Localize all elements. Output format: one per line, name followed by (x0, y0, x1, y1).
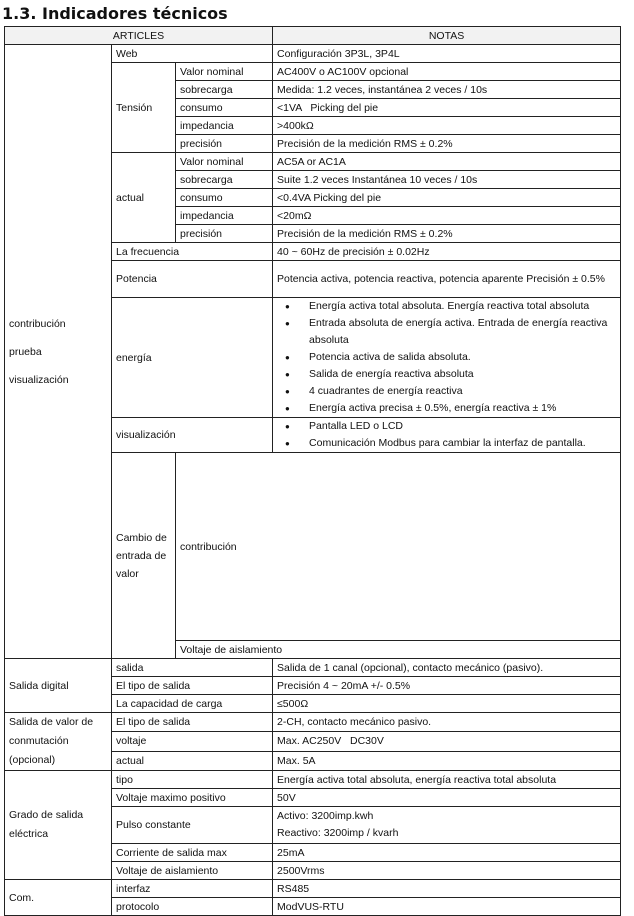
list-item: ● Potencia activa de salida absoluta. (285, 349, 616, 366)
list-item: ● Energía activa total absoluta. Energía reactiva total absoluta (285, 298, 616, 315)
row-label: voltaje (112, 732, 273, 751)
header-articles: ARTICLES (5, 27, 273, 45)
visualizacion-bullet-list (277, 418, 616, 452)
row-label: energía (112, 298, 273, 418)
row-note: AC5A or AC1A (273, 153, 621, 171)
note-line: Activo: 3200imp.kwh (277, 810, 374, 822)
row-note: Energía activa total absoluta, energía reactiva total absoluta (273, 771, 621, 789)
row-note: Medida: 1.2 veces, instantánea 2 veces / 10s (273, 81, 621, 99)
row-label: sobrecarga (176, 81, 273, 99)
row-label: Voltaje maximo positivo (112, 789, 273, 807)
row-label: tipo (112, 771, 273, 789)
row-label: El tipo de salida (112, 713, 273, 732)
row-note: 2-CH, contacto mecánico pasivo. (273, 713, 621, 732)
row-note: 2500Vrms (273, 862, 621, 880)
list-item: ● 4 cuadrantes de energía reactiva (285, 383, 616, 400)
row-label: consumo (176, 189, 273, 207)
table-row (5, 713, 621, 732)
row-note: <20mΩ (273, 207, 621, 225)
list-item: ● Entrada absoluta de energía activa. Entrada de energía reactiva absoluta (285, 315, 616, 349)
row-note: AC400V o AC100V opcional (273, 63, 621, 81)
row-label: Potencia (112, 261, 273, 298)
row-note: Precisión de la medición RMS ± 0.2% (273, 135, 621, 153)
list-item: ● Comunicación Modbus para cambiar la interfaz de pantalla. (285, 435, 616, 452)
row-label: impedancia (176, 117, 273, 135)
row-label: Pulso constante (112, 807, 273, 844)
row-note: Suite 1.2 veces Instantánea 10 veces / 10s (273, 171, 621, 189)
lead-label: prueba (9, 345, 42, 358)
table-row (5, 45, 621, 63)
row-note: Max. AC250V DC30V (273, 732, 621, 751)
row-note: 50V (273, 789, 621, 807)
list-item: ● Energía activa precisa ± 0.5%, energía reactiva ± 1% (285, 400, 616, 417)
row-label: precisión (176, 135, 273, 153)
row-label: consumo (176, 99, 273, 117)
row-note: <1VA Picking del pie (273, 99, 621, 117)
row-note-two-lines (273, 807, 621, 844)
row-label: Voltaje de aislamiento (176, 641, 621, 659)
row-note-list (273, 418, 621, 453)
row-label: El tipo de salida (112, 677, 273, 695)
row-note: ModVUS-RTU (273, 898, 621, 916)
row-note: 40 ~ 60Hz de precisión ± 0.02Hz (273, 243, 621, 261)
row-label: Valor nominal (176, 153, 273, 171)
table-row (5, 659, 621, 677)
row-label: visualización (112, 418, 273, 453)
row-note: Precisión de la medición RMS ± 0.2% (273, 225, 621, 243)
row-note-list (273, 298, 621, 418)
row-note: >400kΩ (273, 117, 621, 135)
subgroup-label-actual: actual (112, 153, 176, 243)
section-title: 1.3. Indicadores técnicos (2, 4, 228, 23)
row-note: RS485 (273, 880, 621, 898)
spec-table (4, 26, 621, 916)
list-item: ● Salida de energía reactiva absoluta (285, 366, 616, 383)
row-label: protocolo (112, 898, 273, 916)
row-label: Corriente de salida max (112, 844, 273, 862)
row-label: Web (112, 45, 273, 63)
row-label: actual (112, 751, 273, 770)
group-label-cambio: Cambio de entrada de valor (112, 453, 176, 659)
row-label: contribución (176, 453, 621, 641)
row-note: Potencia activa, potencia reactiva, potencia aparente Precisión ± 0.5% (273, 261, 621, 298)
row-label: La capacidad de carga (112, 695, 273, 713)
row-note: <0.4VA Picking del pie (273, 189, 621, 207)
row-label: Valor nominal (176, 63, 273, 81)
group-label-conmutacion: Salida de valor de conmutación (opcional) (5, 713, 112, 771)
row-note: Configuración 3P3L, 3P4L (273, 45, 621, 63)
lead-label: visualización (9, 373, 69, 386)
list-item: ● Pantalla LED o LCD (285, 418, 616, 435)
table-row (5, 771, 621, 789)
row-note: Salida de 1 canal (opcional), contacto mecánico (pasivo). (273, 659, 621, 677)
group-label-salida-digital: Salida digital (5, 659, 112, 713)
note-line: Reactivo: 3200imp / kvarh (277, 827, 399, 839)
row-note: Max. 5A (273, 751, 621, 770)
energia-bullet-list (277, 298, 616, 417)
header-notes: NOTAS (273, 27, 621, 45)
row-label: Voltaje de aislamiento (112, 862, 273, 880)
table-row (5, 880, 621, 898)
row-label: impedancia (176, 207, 273, 225)
table-header-row (5, 27, 621, 45)
row-note: ≤500Ω (273, 695, 621, 713)
row-note: Precisión 4 ~ 20mA +/- 0.5% (273, 677, 621, 695)
row-label: salida (112, 659, 273, 677)
row-label: interfaz (112, 880, 273, 898)
group-label-contribucion-prueba-visualizacion (5, 45, 112, 659)
row-label: precisión (176, 225, 273, 243)
lead-label: contribución (9, 317, 66, 330)
row-label: sobrecarga (176, 171, 273, 189)
group-label-com: Com. (5, 880, 112, 916)
subgroup-label-tension: Tensión (112, 63, 176, 153)
row-label: La frecuencia (112, 243, 273, 261)
group-label-grado: Grado de salida eléctrica (5, 771, 112, 880)
row-note: 25mA (273, 844, 621, 862)
